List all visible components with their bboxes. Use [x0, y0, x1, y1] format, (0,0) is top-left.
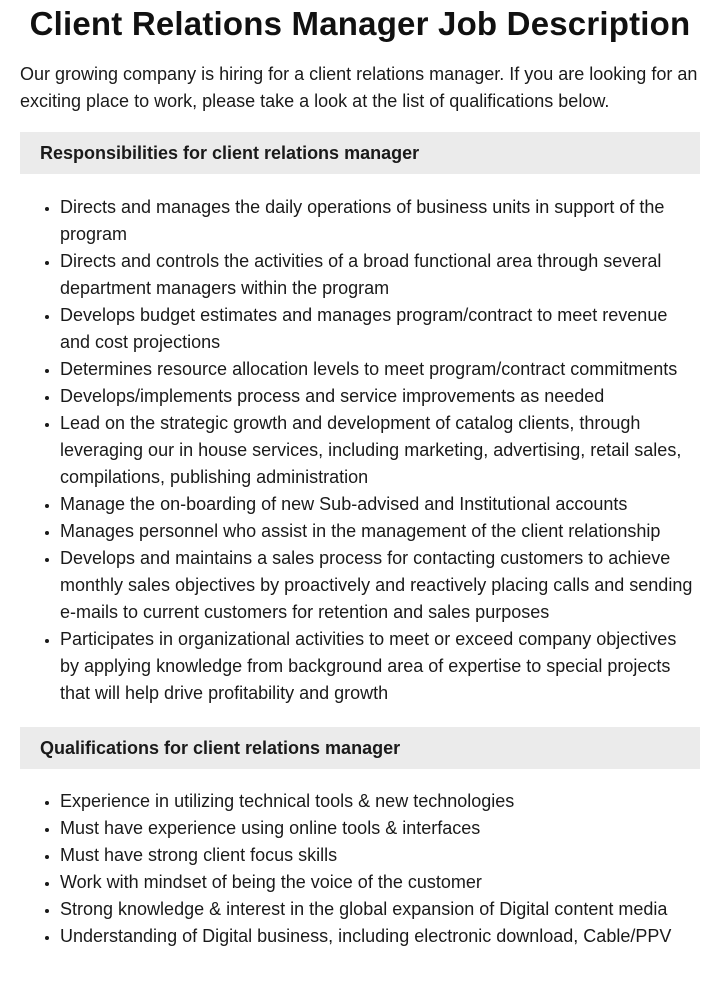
page-title: Client Relations Manager Job Description: [29, 5, 691, 42]
list-item: • Develops/implements process and service improvements as needed: [60, 383, 700, 410]
list-item: • Strong knowledge & interest in the global expansion of Digital content media: [60, 896, 700, 923]
intro-paragraph: Our growing company is hiring for a client relations manager. If you are looking for an exciting place to work, please take a look at the list of qualifications below.: [20, 64, 698, 111]
list-item: • Manage the on-boarding of new Sub-advised and Institutional accounts: [60, 491, 700, 518]
qualifications-list: [20, 788, 700, 950]
list-item: • Must have strong client focus skills: [60, 842, 700, 869]
responsibilities-list: [20, 194, 700, 707]
list-item: • Work with mindset of being the voice of the customer: [60, 869, 700, 896]
list-item: • Understanding of Digital business, including electronic download, Cable/PPV: [60, 923, 700, 950]
list-item: • Directs and manages the daily operations of business units in support of the program: [60, 194, 700, 248]
list-item: • Determines resource allocation levels to meet program/contract commitments: [60, 356, 700, 383]
list-item: • Develops and maintains a sales process for contacting customers to achieve monthly sales objectives by proactively and reactively placing calls and sending e-mails to current customers for retention and sales purposes: [60, 545, 700, 626]
qualifications-heading: Qualifications for client relations manager: [20, 727, 700, 769]
list-item: • Develops budget estimates and manages program/contract to meet revenue and cost projections: [60, 302, 700, 356]
responsibilities-heading: Responsibilities for client relations manager: [20, 132, 700, 174]
list-item: • Participates in organizational activities to meet or exceed company objectives by applying knowledge from background area of expertise to special projects that will help drive profitability and growth: [60, 626, 700, 707]
list-item: • Lead on the strategic growth and development of catalog clients, through leveraging our in house services, including marketing, advertising, retail sales, compilations, publishing administration: [60, 410, 700, 491]
list-item: • Directs and controls the activities of a broad functional area through several department managers within the program: [60, 248, 700, 302]
list-item: • Manages personnel who assist in the management of the client relationship: [60, 518, 700, 545]
list-item: • Experience in utilizing technical tools & new technologies: [60, 788, 700, 815]
list-item: • Must have experience using online tools & interfaces: [60, 815, 700, 842]
